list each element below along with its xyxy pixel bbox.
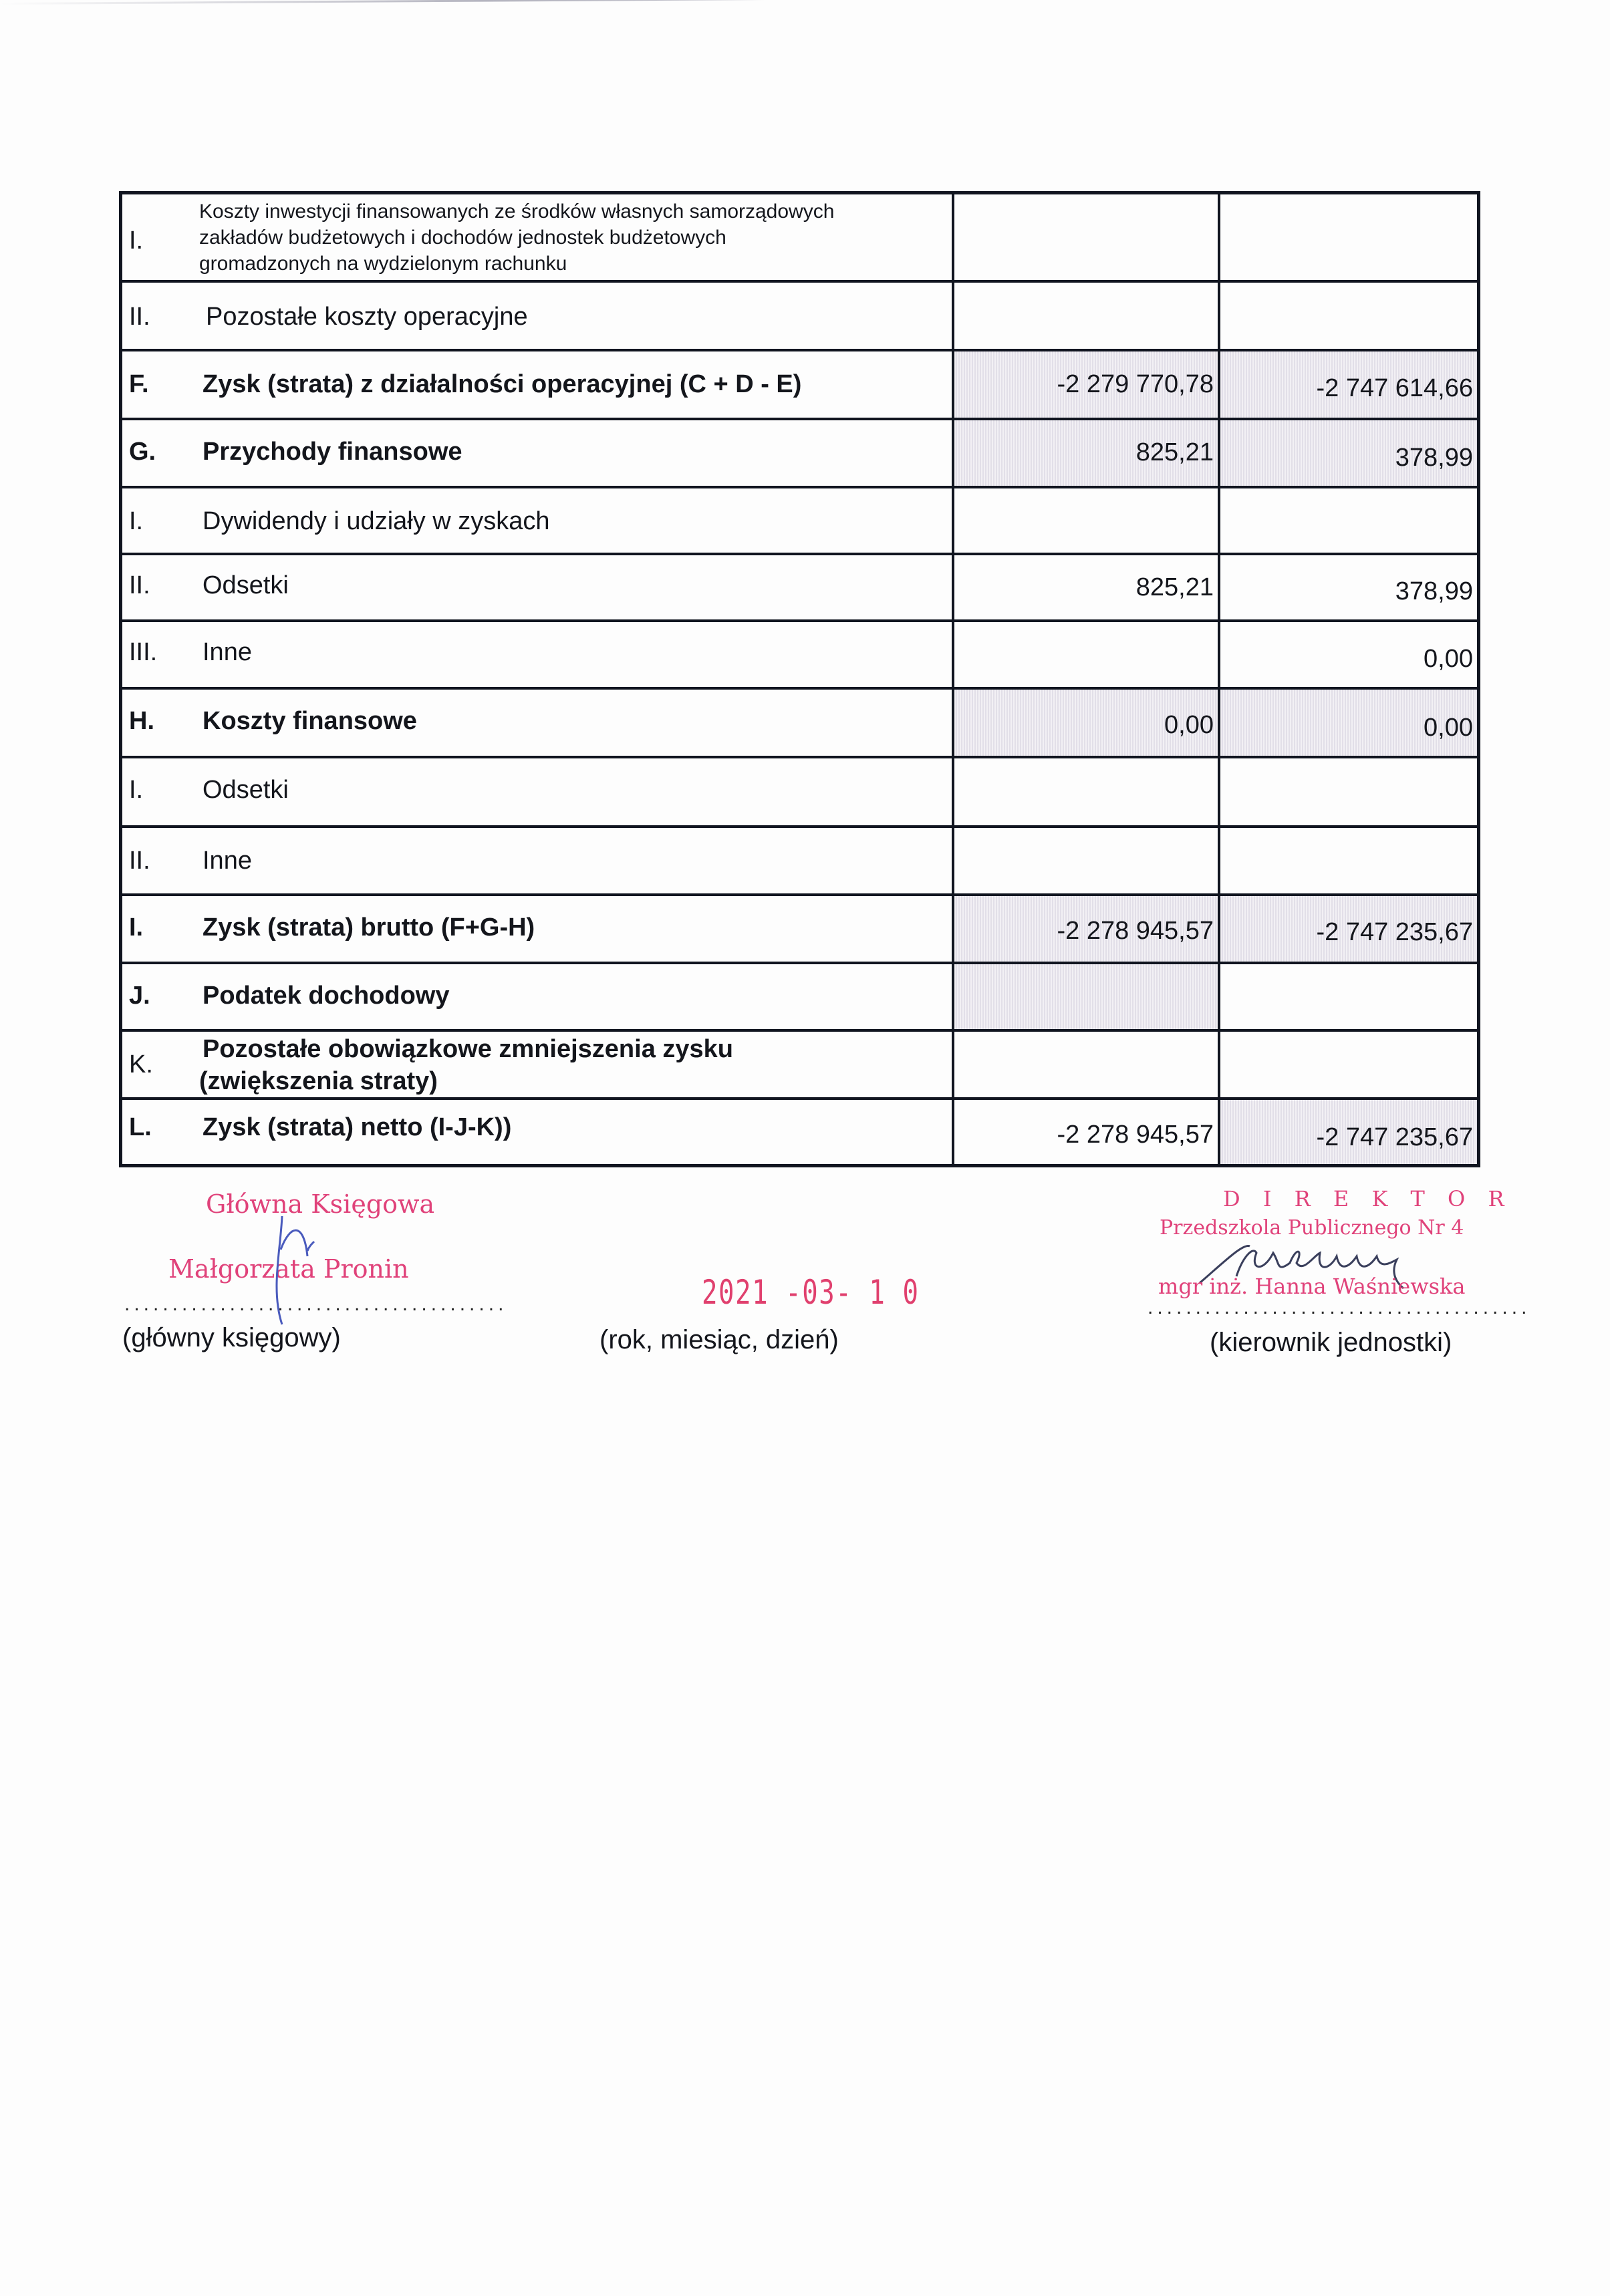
table-row [122,280,1477,349]
value-prev-cell [952,351,1218,418]
accountant-stamp-title: Główna Księgowa [206,1189,435,1219]
table-row [122,418,1477,486]
table-row [122,687,1477,756]
value-curr-cell [1218,828,1477,893]
row-label: Pozostałe koszty operacyjne [206,303,528,331]
table-row [122,1029,1477,1097]
row-label: Koszty finansowe [203,707,417,735]
value-curr-cell [1218,964,1477,1029]
label-cell [122,351,952,418]
row-label-line: (zwiększenia straty) [199,1067,438,1095]
table-row [122,194,1477,280]
label-cell [122,283,952,349]
value-curr-cell [1218,194,1477,280]
label-cell [122,1032,952,1097]
row-marker: II. [129,571,150,599]
scan-artifact-line [0,0,1610,5]
row-label: Dywidendy i udziały w zyskach [203,507,550,535]
row-marker: I. [129,776,144,804]
value-curr-cell [1218,1032,1477,1097]
date-caption: (rok, miesiąc, dzień) [599,1325,839,1354]
value-curr: 378,99 [1395,444,1473,472]
row-label: Zysk (strata) brutto (F+G-H) [203,913,535,942]
table-row [122,349,1477,418]
row-marker: K. [129,1050,153,1079]
value-prev-cell [952,488,1218,553]
value-prev-cell [952,622,1218,687]
value-curr-cell [1218,690,1477,756]
table-row [122,1097,1477,1164]
row-label: Odsetki [203,571,289,599]
accountant-stamp-name: Małgorzata Pronin [168,1254,409,1284]
label-cell [122,622,952,687]
label-cell [122,555,952,619]
row-label: Przychody finansowe [203,438,462,466]
value-curr-cell [1218,420,1477,486]
value-curr: 0,00 [1424,645,1473,673]
value-prev: -2 278 945,57 [1057,1121,1214,1149]
value-curr-cell [1218,488,1477,553]
value-prev: 0,00 [1164,711,1214,739]
row-label: Odsetki [203,776,289,804]
table-row [122,893,1477,962]
date-stamp: 2021 -03- 1 0 [702,1273,920,1312]
value-prev-cell [952,420,1218,486]
value-prev: 825,21 [1135,573,1214,601]
row-marker: II. [129,847,150,875]
value-prev-cell [952,758,1218,825]
label-cell [122,896,952,962]
value-curr-cell [1218,555,1477,619]
label-cell [122,488,952,553]
label-cell [122,194,952,280]
row-label [199,198,834,277]
table-row [122,825,1477,893]
value-prev-cell [952,194,1218,280]
director-signature-line: ........................................ [1148,1296,1531,1318]
value-prev: -2 279 770,78 [1057,370,1214,398]
value-curr: -2 747 235,67 [1316,1123,1473,1151]
row-marker: II. [129,303,150,331]
director-stamp-org: Przedszkola Publicznego Nr 4 [1160,1216,1464,1240]
value-prev-cell [952,690,1218,756]
value-prev-cell [952,896,1218,962]
label-cell [122,1100,952,1164]
table-row [122,619,1477,687]
table-row [122,553,1477,619]
value-prev-cell [952,1032,1218,1097]
row-label: Zysk (strata) netto (I-J-K)) [203,1113,512,1141]
row-label-line: zakładów budżetowych i dochodów jednostek budżetowych [199,227,726,249]
value-curr-cell [1218,896,1477,962]
row-marker: L. [129,1113,152,1141]
row-label: Podatek dochodowy [203,982,450,1010]
label-cell [122,758,952,825]
value-curr-cell [1218,1100,1477,1164]
row-marker: G. [129,438,156,466]
value-prev-cell [952,555,1218,619]
row-label: Inne [203,638,252,666]
value-prev-cell [952,1100,1218,1164]
value-curr: 378,99 [1395,577,1473,605]
value-curr-cell [1218,351,1477,418]
value-curr: -2 747 235,67 [1316,918,1473,946]
row-marker: I. [129,507,144,535]
row-marker: I. [129,227,144,255]
row-label-line: gromadzonych na wydzielonym rachunku [199,253,567,275]
value-curr: 0,00 [1424,714,1473,742]
label-cell [122,690,952,756]
table-row [122,486,1477,553]
table-row [122,756,1477,825]
value-curr-cell [1218,283,1477,349]
row-marker: I. [129,913,144,942]
value-prev-cell [952,283,1218,349]
value-prev-cell [952,964,1218,1029]
label-cell [122,828,952,893]
row-label [199,1033,733,1097]
row-label: Zysk (strata) z działalności operacyjnej (C + D - E) [203,370,802,398]
table-row [122,962,1477,1029]
row-marker: J. [129,982,150,1010]
value-prev: -2 278 945,57 [1057,917,1214,945]
profit-loss-table [119,191,1480,1167]
row-label-line: Pozostałe obowiązkowe zmniejszenia zysku [203,1035,734,1063]
label-cell [122,964,952,1029]
row-marker: F. [129,370,149,398]
director-caption: (kierownik jednostki) [1210,1328,1452,1357]
row-marker: III. [129,638,158,666]
director-stamp-name: mgr inż. Hanna Waśniewska [1158,1274,1466,1299]
row-label: Inne [203,847,252,875]
label-cell [122,420,952,486]
row-marker: H. [129,707,154,735]
director-stamp-title: D I R E K T O R [1223,1186,1512,1211]
accountant-signature-line: ........................................ [124,1293,508,1315]
value-curr: -2 747 614,66 [1316,374,1473,402]
accountant-caption: (główny księgowy) [122,1323,341,1352]
value-prev-cell [952,828,1218,893]
row-label-line: Koszty inwestycji finansowanych ze środków własnych samorządowych [199,200,835,223]
value-curr-cell [1218,622,1477,687]
value-prev: 825,21 [1135,438,1214,466]
value-curr-cell [1218,758,1477,825]
